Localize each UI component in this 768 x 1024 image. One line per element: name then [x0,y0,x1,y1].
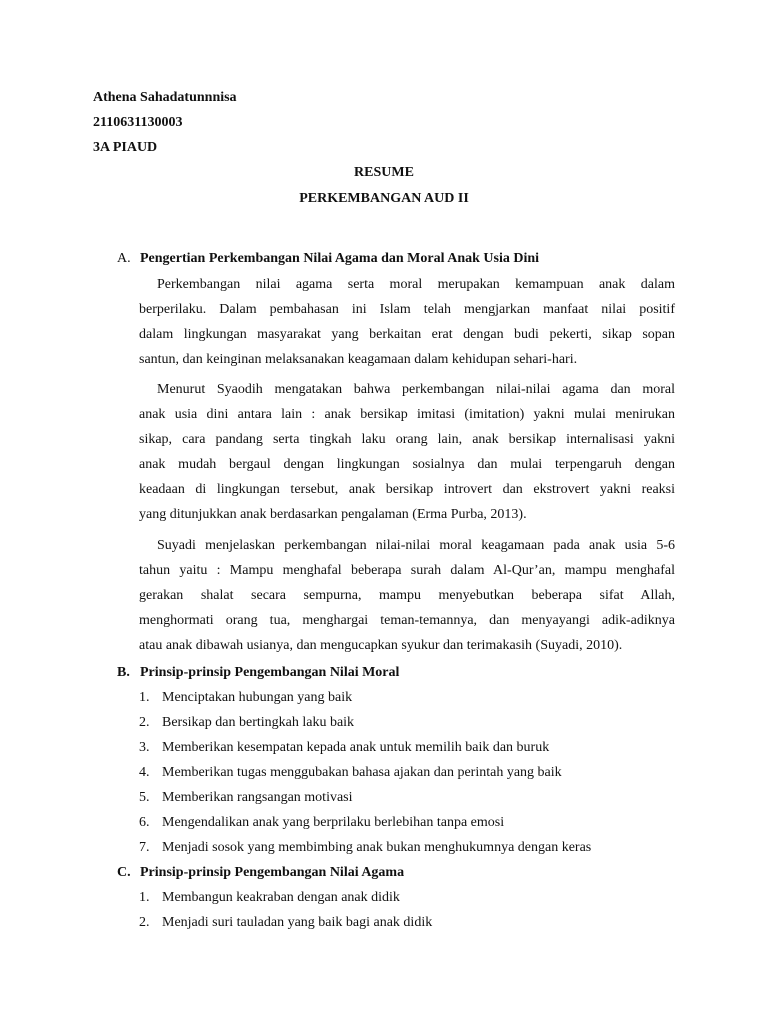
section-a-heading [117,250,539,268]
list-item-number: 3. [139,740,150,755]
list-item-number: 5. [139,790,150,805]
list-item [139,764,562,782]
paragraph-line: Menurut Syaodih mengatakan bahwa perkembangan nilai-nilai agama dan moral [157,382,675,397]
list-item-number: 7. [139,840,150,855]
section-c-letter: C. [117,865,131,880]
list-item-number: 2. [139,715,150,730]
paragraph-line: berperilaku. Dalam pembahasan ini Islam telah mengjarkan manfaat nilai positif [139,302,675,317]
list-item-number: 4. [139,765,150,780]
section-b-title: Prinsip-prinsip Pengembangan Nilai Moral [140,665,400,680]
paragraph-line: anak mudah bergaul dengan lingkungan sosialnya dan mulai terpengaruh dengan [139,457,675,472]
list-item-text: Memberikan rangsangan motivasi [162,790,353,805]
list-item-number: 1. [139,890,150,905]
list-item-number: 1. [139,690,150,705]
list-item-number: 6. [139,815,150,830]
paragraph-line: gerakan shalat secara sempurna, mampu menyebutkan beberapa sifat Allah, [139,588,675,603]
paragraph-line: keadaan di lingkungan tersebut, anak bersikap introvert dan ekstrovert yakni reaksi [139,482,675,497]
paragraph-line: atau anak dibawah usianya, dan mengucapkan syukur dan terimakasih (Suyadi, 2010). [139,638,623,653]
list-item-number: 2. [139,915,150,930]
section-c-title: Prinsip-prinsip Pengembangan Nilai Agama [140,865,405,880]
list-item-text: Menjadi suri tauladan yang baik bagi anak didik [162,915,433,930]
paragraph-line: yang ditunjukkan anak berdasarkan pengalaman (Erma Purba, 2013). [139,507,527,522]
paragraph-line: menghormati orang tua, menghargai teman-temannya, dan menyayangi adik-adiknya [139,613,675,628]
list-item [139,714,354,732]
list-item [139,814,504,832]
list-item-text: Menjadi sosok yang membimbing anak bukan menghukumnya dengan keras [162,840,592,855]
paragraph-line: Suyadi menjelaskan perkembangan nilai-nilai moral keagamaan pada anak usia 5-6 [157,538,675,553]
paragraph-line: santun, dan keinginan melaksanakan keagamaan dalam kehidupan sehari-hari. [139,352,578,367]
paragraph-line: sikap, cara pandang serta tingkah laku orang lain, anak bersikap internalisasi yakni [139,432,675,447]
author-id: 2110631130003 [93,115,183,130]
author-class: 3A PIAUD [93,140,158,155]
list-item-text: Mengendalikan anak yang berprilaku berlebihan tanpa emosi [162,815,505,830]
list-item-text: Memberikan tugas menggubakan bahasa ajakan dan perintah yang baik [162,765,562,780]
list-item-text: Bersikap dan bertingkah laku baik [162,715,355,730]
document-title: RESUME [354,165,414,180]
list-item [139,914,432,932]
paragraph-line: tahun yaitu : Mampu menghafal beberapa surah dalam Al-Qur’an, mampu menghafal [139,563,675,578]
list-item [139,839,591,857]
section-a-title: Pengertian Perkembangan Nilai Agama dan Moral Anak Usia Dini [140,251,540,266]
section-b-heading [117,664,399,682]
paragraph-line: dalam lingkungan masyarakat yang berkaitan erat dengan budi pekerti, sikap sopan [139,327,675,342]
paragraph-line: Perkembangan nilai agama serta moral merupakan kemampuan anak dalam [157,277,675,292]
section-b-letter: B. [117,665,130,680]
section-c-heading [117,864,404,882]
list-item [139,889,400,907]
list-item-text: Membangun keakraban dengan anak didik [162,890,400,905]
document-subtitle: PERKEMBANGAN AUD II [299,191,469,206]
list-item [139,739,549,757]
list-item [139,689,352,707]
section-a-letter: A. [117,251,131,266]
paragraph-line: anak usia dini antara lain : anak bersikap imitasi (imitation) yakni mulai menirukan [139,407,675,422]
list-item-text: Menciptakan hubungan yang baik [162,690,353,705]
list-item [139,789,353,807]
list-item-text: Memberikan kesempatan kepada anak untuk memilih baik dan buruk [162,740,550,755]
author-name: Athena Sahadatunnnisa [93,90,237,105]
